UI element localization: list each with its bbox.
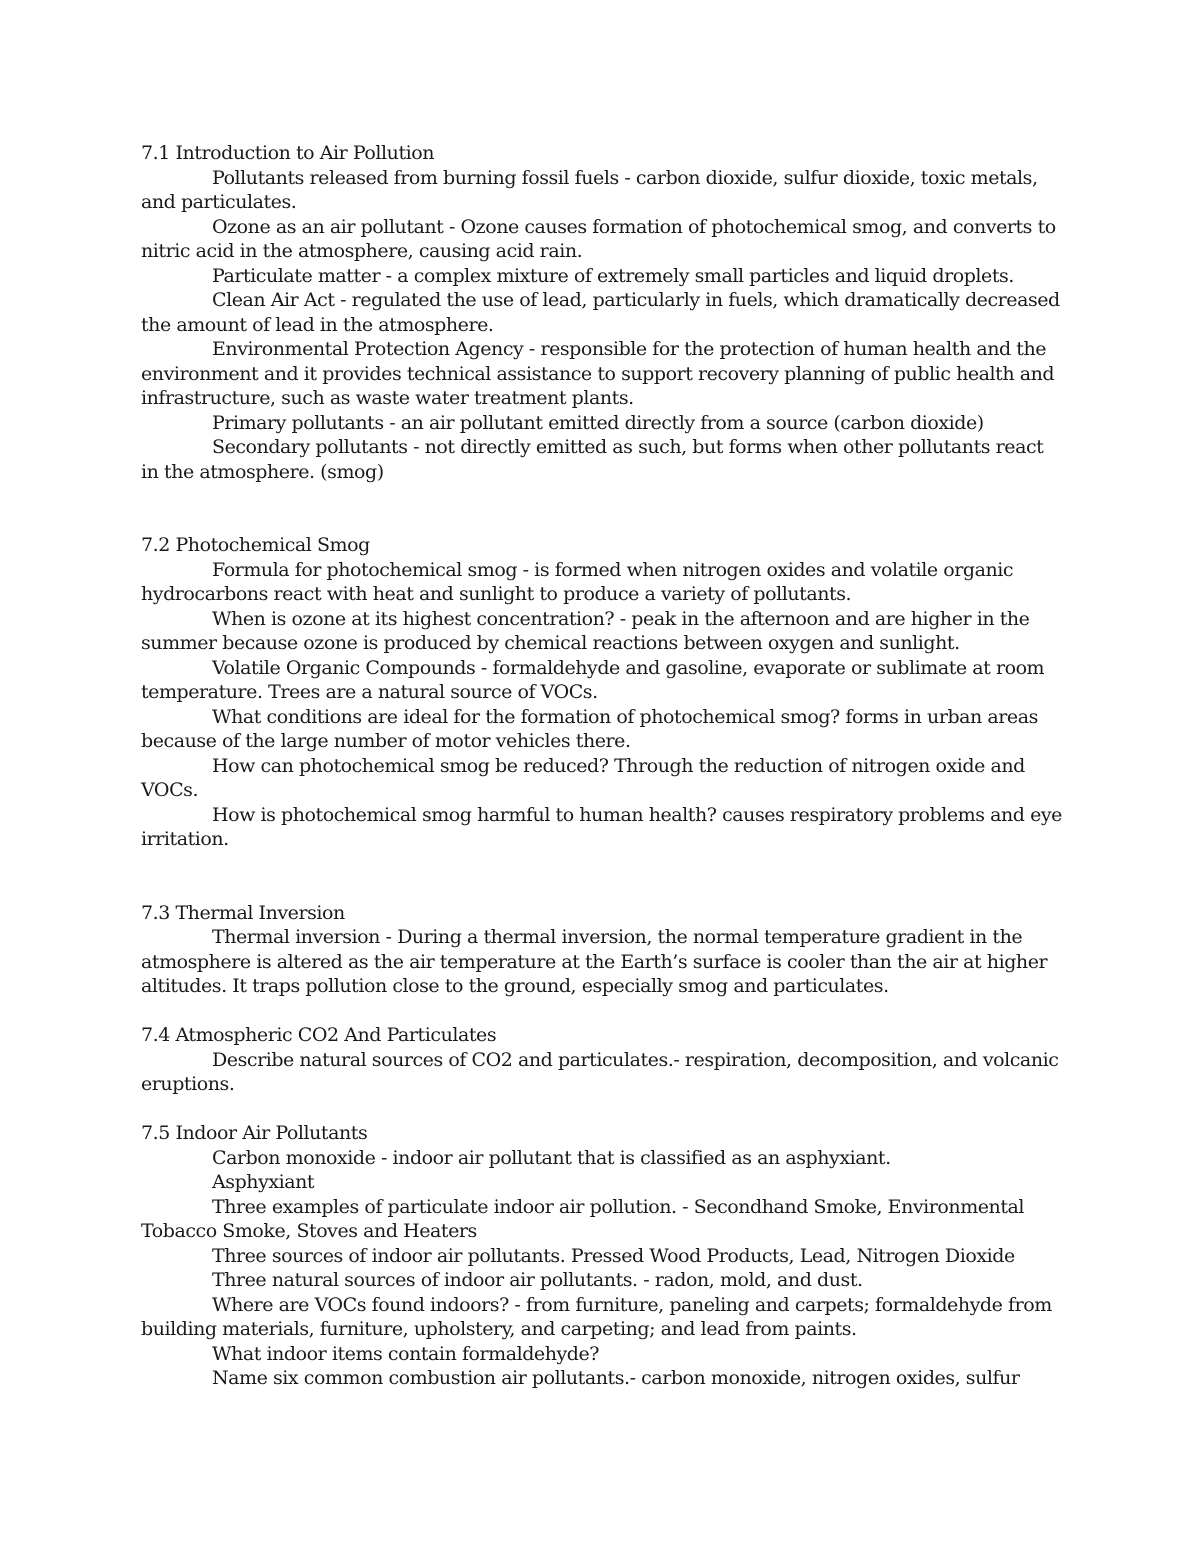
- entry-text: Environmental Protection Agency - responsible for the protection of human health and the environment and it provides technical assistance to support recovery planning of public health and infrastructure, such as waste water treatment plants.: [141, 338, 1055, 409]
- section-title: 7.4 Atmospheric CO2 And Particulates: [141, 1024, 497, 1046]
- entry-text: What indoor items contain formaldehyde?: [212, 1342, 600, 1365]
- entry-text: Thermal inversion - During a thermal inversion, the normal temperature gradient in the atmosphere is altered as the air temperature at the Earth’s surface is cooler than the air at higher altitudes. It traps pollution close to the ground, especially smog and particulates.: [141, 926, 1048, 997]
- entry-text: Secondary pollutants - not directly emitted as such, but forms when other pollutants react in the atmosphere. (smog): [141, 436, 1044, 483]
- entry-text: When is ozone at its highest concentration? - peak in the afternoon and are higher in the summer because ozone is produced by chemical reactions between oxygen and sunlight.: [141, 607, 1030, 654]
- section-title: 7.2 Photochemical Smog: [141, 534, 370, 556]
- section-spacer: [141, 999, 1066, 1024]
- section-thermal-inversion: [141, 901, 1066, 999]
- entry-text: How can photochemical smog be reduced? Through the reduction of nitrogen oxide and VOCs.: [141, 754, 1025, 801]
- entry-text: Primary pollutants - an air pollutant emitted directly from a source (carbon dioxide): [212, 411, 984, 434]
- section-title: 7.3 Thermal Inversion: [141, 901, 345, 924]
- entry-text: Ozone as an air pollutant - Ozone causes formation of photochemical smog, and converts to nitric acid in the atmosphere, causing acid rain.: [141, 215, 1056, 262]
- entry-text: Where are VOCs found indoors? - from furniture, paneling and carpets; formaldehyde from building materials, furniture, upholstery, and carpeting; and lead from paints.: [141, 1293, 1052, 1340]
- section-title: 7.1 Introduction to Air Pollution: [141, 142, 435, 164]
- entry-text: What conditions are ideal for the formation of photochemical smog? forms in urban areas because of the large number of motor vehicles there.: [141, 705, 1038, 752]
- entry-text: Particulate matter - a complex mixture of extremely small particles and liquid droplets.: [212, 264, 1014, 287]
- section-title: 7.5 Indoor Air Pollutants: [141, 1122, 368, 1144]
- section-spacer: [141, 1097, 1066, 1122]
- entry-text: How is photochemical smog harmful to human health? causes respiratory problems and eye irritation.: [141, 803, 1062, 850]
- entry-text: Pollutants released from burning fossil fuels - carbon dioxide, sulfur dioxide, toxic metals, and particulates.: [141, 166, 1038, 213]
- section-spacer: [141, 484, 1066, 533]
- entry-text: Formula for photochemical smog - is formed when nitrogen oxides and volatile organic hydrocarbons react with heat and sunlight to produce a variety of pollutants.: [141, 558, 1014, 605]
- entry-text: Clean Air Act - regulated the use of lead, particularly in fuels, which dramatically decreased the amount of lead in the atmosphere.: [141, 289, 1060, 336]
- entry-text: Three sources of indoor air pollutants. Pressed Wood Products, Lead, Nitrogen Dioxide: [212, 1244, 1015, 1267]
- entry-text: Three natural sources of indoor air pollutants. - radon, mold, and dust.: [212, 1269, 863, 1291]
- document-page: [141, 141, 1066, 1391]
- section-intro-air-pollution: [141, 141, 1066, 484]
- entry-text: Three examples of particulate indoor air pollution. - Secondhand Smoke, Environmental Tobacco Smoke, Stoves and Heaters: [141, 1195, 1025, 1242]
- entry-text: Carbon monoxide - indoor air pollutant that is classified as an asphyxiant.: [212, 1146, 891, 1169]
- entry-text: Name six common combustion air pollutants.- carbon monoxide, nitrogen oxides, sulfur: [212, 1367, 1020, 1389]
- entry-text: Describe natural sources of CO2 and particulates.- respiration, decomposition, and volcanic eruptions.: [141, 1048, 1059, 1095]
- entry-text: Asphyxiant: [212, 1171, 315, 1193]
- section-spacer: [141, 852, 1066, 901]
- section-indoor-air-pollutants: [141, 1121, 1066, 1391]
- section-photochemical-smog: [141, 533, 1066, 852]
- entry-text: Volatile Organic Compounds - formaldehyde and gasoline, evaporate or sublimate at room temperature. Trees are a natural source of VOCs.: [141, 656, 1045, 703]
- section-atmospheric-co2: [141, 1023, 1066, 1097]
